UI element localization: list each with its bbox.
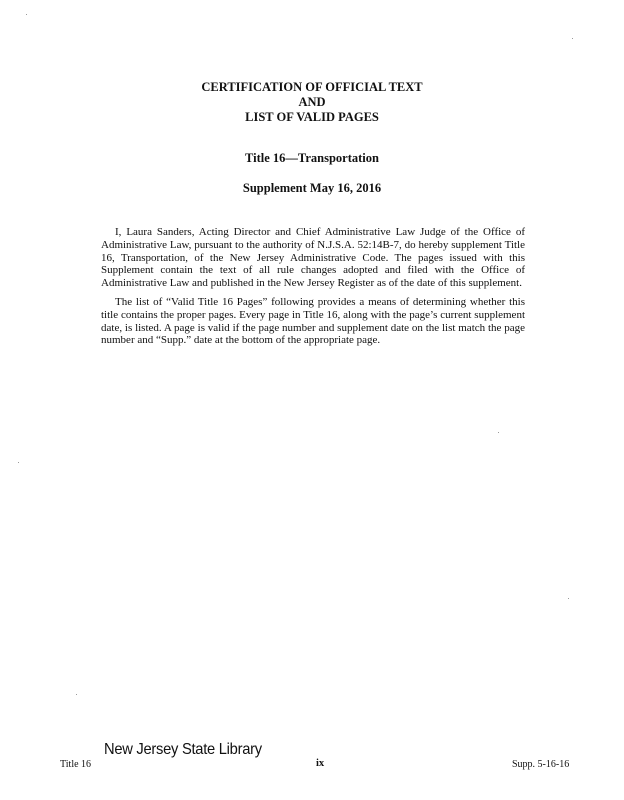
footer-title-label: Title 16 [60,759,92,770]
scan-speck [26,14,27,15]
supplement-date-footer: Supp. 5-16-16 [512,759,570,770]
certification-heading [0,80,624,125]
scan-speck [568,598,569,599]
scan-speck [498,432,499,433]
scan-speck [18,462,19,463]
library-stamp: New Jersey State Library [104,741,262,758]
scan-speck [572,38,573,39]
heading-line-3: LIST OF VALID PAGES [245,110,379,124]
paragraph-certification: I, Laura Sanders, Acting Director and Chief Administrative Law Judge of the Office of Administrative Law, pursuant to the authority of N.J.S.A. 52:14B-7, do hereby supplement Title 16, Transportation, of the New Jersey Administrative Code. The pages issued with this Supplement contain the text of all rule changes adopted and filed with the Office of Administrative Law and published in the New Jersey Register as of the date of this supplement. [101,226,525,290]
certification-body [101,226,525,353]
supplement-date-heading: Supplement May 16, 2016 [242,181,382,195]
scan-speck [76,694,77,695]
page-number: ix [316,758,325,769]
paragraph-valid-pages: The list of “Valid Title 16 Pages” following provides a means of determining whether this title contains the proper pages. Every page in Title 16, along with the page’s current supplement date, is listed. A page is valid if the page number and supplement date on the list match the page number and “Supp.” date at the bottom of the appropriate page. [101,295,525,347]
title-heading: Title 16—Transportation [245,151,379,165]
heading-line-2: AND [298,95,326,109]
heading-line-1: CERTIFICATION OF OFFICIAL TEXT [201,80,423,94]
